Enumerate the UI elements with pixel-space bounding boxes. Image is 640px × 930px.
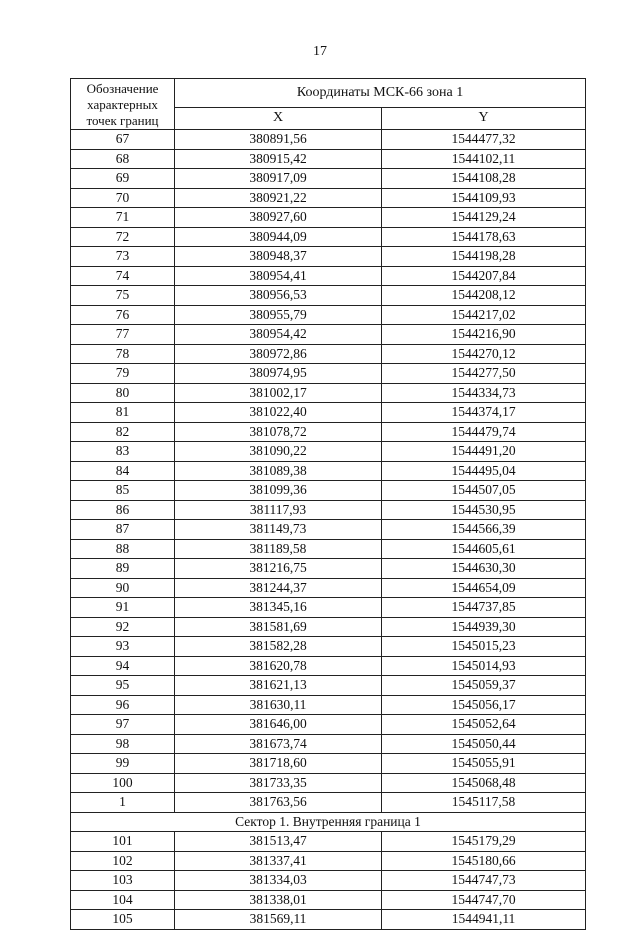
y-coordinate-cell: 1544747,70	[382, 890, 586, 910]
y-coordinate-cell: 1544479,74	[382, 422, 586, 442]
point-cell: 104	[71, 890, 175, 910]
table-row	[71, 247, 586, 267]
point-cell: 70	[71, 188, 175, 208]
point-cell: 77	[71, 325, 175, 345]
point-cell: 93	[71, 637, 175, 657]
y-coordinate-cell: 1545014,93	[382, 656, 586, 676]
point-cell: 68	[71, 149, 175, 169]
table-row	[71, 695, 586, 715]
point-cell: 99	[71, 754, 175, 774]
table-row	[71, 286, 586, 306]
y-coordinate-cell: 1544217,02	[382, 305, 586, 325]
table-row	[71, 559, 586, 579]
x-coordinate-cell: 381022,40	[175, 403, 382, 423]
y-coordinate-cell: 1544109,93	[382, 188, 586, 208]
sector-label: Сектор 1. Внутренняя граница 1	[71, 812, 586, 832]
x-coordinate-cell: 380954,41	[175, 266, 382, 286]
table-row	[71, 481, 586, 501]
table-row	[71, 676, 586, 696]
sector-heading-row	[71, 812, 586, 832]
table-row	[71, 598, 586, 618]
table-row	[71, 227, 586, 247]
x-coordinate-cell: 381117,93	[175, 500, 382, 520]
y-coordinate-cell: 1544941,11	[382, 910, 586, 930]
point-cell: 73	[71, 247, 175, 267]
x-coordinate-cell: 381345,16	[175, 598, 382, 618]
point-cell: 92	[71, 617, 175, 637]
x-coordinate-cell: 380921,22	[175, 188, 382, 208]
y-coordinate-cell: 1544270,12	[382, 344, 586, 364]
x-coordinate-cell: 381581,69	[175, 617, 382, 637]
x-coordinate-cell: 381338,01	[175, 890, 382, 910]
x-coordinate-cell: 380891,56	[175, 130, 382, 150]
page-number: 17	[313, 44, 327, 59]
y-coordinate-cell: 1545056,17	[382, 695, 586, 715]
y-coordinate-cell: 1544208,12	[382, 286, 586, 306]
x-coordinate-cell: 381078,72	[175, 422, 382, 442]
table-row	[71, 910, 586, 930]
table-row	[71, 208, 586, 228]
table-row	[71, 734, 586, 754]
point-cell: 78	[71, 344, 175, 364]
x-coordinate-cell: 381763,56	[175, 793, 382, 813]
table-row	[71, 656, 586, 676]
y-coordinate-cell: 1545055,91	[382, 754, 586, 774]
table-row	[71, 500, 586, 520]
y-coordinate-cell: 1544334,73	[382, 383, 586, 403]
y-coordinate-cell: 1544530,95	[382, 500, 586, 520]
point-cell: 86	[71, 500, 175, 520]
x-coordinate-cell: 381244,37	[175, 578, 382, 598]
point-cell: 97	[71, 715, 175, 735]
x-coordinate-cell: 381621,13	[175, 676, 382, 696]
y-coordinate-cell: 1544374,17	[382, 403, 586, 423]
point-cell: 87	[71, 520, 175, 540]
x-coordinate-cell: 381718,60	[175, 754, 382, 774]
y-coordinate-cell: 1544198,28	[382, 247, 586, 267]
point-cell: 105	[71, 910, 175, 930]
table-row	[71, 773, 586, 793]
y-coordinate-cell: 1544178,63	[382, 227, 586, 247]
x-coordinate-cell: 381149,73	[175, 520, 382, 540]
y-coordinate-cell: 1544747,73	[382, 871, 586, 891]
point-cell: 82	[71, 422, 175, 442]
point-cell: 71	[71, 208, 175, 228]
y-coordinate-cell: 1545180,66	[382, 851, 586, 871]
table-row	[71, 325, 586, 345]
table-row	[71, 422, 586, 442]
x-coordinate-cell: 381189,58	[175, 539, 382, 559]
y-column-header: Y	[382, 107, 586, 129]
y-coordinate-cell: 1544507,05	[382, 481, 586, 501]
table-row	[71, 403, 586, 423]
table-row	[71, 442, 586, 462]
y-coordinate-cell: 1544566,39	[382, 520, 586, 540]
y-coordinate-cell: 1545015,23	[382, 637, 586, 657]
point-column-header: Обозначение характерных точек границ	[71, 79, 175, 130]
y-coordinate-cell: 1545117,58	[382, 793, 586, 813]
point-cell: 100	[71, 773, 175, 793]
x-column-header: X	[175, 107, 382, 129]
y-coordinate-cell: 1544277,50	[382, 364, 586, 384]
y-coordinate-cell: 1544605,61	[382, 539, 586, 559]
point-cell: 81	[71, 403, 175, 423]
x-coordinate-cell: 380927,60	[175, 208, 382, 228]
point-cell: 96	[71, 695, 175, 715]
x-coordinate-cell: 381673,74	[175, 734, 382, 754]
table-row	[71, 637, 586, 657]
coordinates-header: Координаты МСК-66 зона 1	[175, 79, 586, 108]
point-cell: 91	[71, 598, 175, 618]
x-coordinate-cell: 380948,37	[175, 247, 382, 267]
table-row	[71, 169, 586, 189]
point-cell: 79	[71, 364, 175, 384]
x-coordinate-cell: 381582,28	[175, 637, 382, 657]
x-coordinate-cell: 381513,47	[175, 832, 382, 852]
x-coordinate-cell: 380974,95	[175, 364, 382, 384]
y-coordinate-cell: 1544108,28	[382, 169, 586, 189]
y-coordinate-cell: 1544939,30	[382, 617, 586, 637]
y-coordinate-cell: 1544477,32	[382, 130, 586, 150]
table-row	[71, 617, 586, 637]
table-row	[71, 520, 586, 540]
point-cell: 80	[71, 383, 175, 403]
y-coordinate-cell: 1544216,90	[382, 325, 586, 345]
point-cell: 1	[71, 793, 175, 813]
x-coordinate-cell: 381646,00	[175, 715, 382, 735]
table-row	[71, 890, 586, 910]
x-coordinate-cell: 381099,36	[175, 481, 382, 501]
x-coordinate-cell: 381216,75	[175, 559, 382, 579]
y-coordinate-cell: 1544630,30	[382, 559, 586, 579]
x-coordinate-cell: 380955,79	[175, 305, 382, 325]
x-coordinate-cell: 381620,78	[175, 656, 382, 676]
point-cell: 88	[71, 539, 175, 559]
point-cell: 67	[71, 130, 175, 150]
table-row	[71, 130, 586, 150]
point-cell: 85	[71, 481, 175, 501]
x-coordinate-cell: 381569,11	[175, 910, 382, 930]
table-row	[71, 715, 586, 735]
x-coordinate-cell: 381002,17	[175, 383, 382, 403]
x-coordinate-cell: 380915,42	[175, 149, 382, 169]
point-cell: 69	[71, 169, 175, 189]
table-row	[71, 851, 586, 871]
sector-rows	[71, 832, 586, 930]
y-coordinate-cell: 1545068,48	[382, 773, 586, 793]
x-coordinate-cell: 380956,53	[175, 286, 382, 306]
point-cell: 95	[71, 676, 175, 696]
y-coordinate-cell: 1544737,85	[382, 598, 586, 618]
table-row	[71, 578, 586, 598]
table-row	[71, 188, 586, 208]
x-coordinate-cell: 380954,42	[175, 325, 382, 345]
y-coordinate-cell: 1545050,44	[382, 734, 586, 754]
x-coordinate-cell: 381334,03	[175, 871, 382, 891]
point-cell: 83	[71, 442, 175, 462]
table-row	[71, 539, 586, 559]
point-cell: 90	[71, 578, 175, 598]
point-cell: 94	[71, 656, 175, 676]
x-coordinate-cell: 381337,41	[175, 851, 382, 871]
point-cell: 101	[71, 832, 175, 852]
table-row	[71, 383, 586, 403]
y-coordinate-cell: 1545179,29	[382, 832, 586, 852]
coordinates-table	[70, 78, 586, 930]
table-row	[71, 266, 586, 286]
table-row	[71, 364, 586, 384]
x-coordinate-cell: 380944,09	[175, 227, 382, 247]
point-cell: 74	[71, 266, 175, 286]
table-row	[71, 344, 586, 364]
table-row	[71, 832, 586, 852]
main-rows	[71, 130, 586, 813]
point-cell: 72	[71, 227, 175, 247]
x-coordinate-cell: 381630,11	[175, 695, 382, 715]
point-cell: 75	[71, 286, 175, 306]
point-cell: 103	[71, 871, 175, 891]
y-coordinate-cell: 1545052,64	[382, 715, 586, 735]
table-row	[71, 754, 586, 774]
y-coordinate-cell: 1544654,09	[382, 578, 586, 598]
point-cell: 76	[71, 305, 175, 325]
y-coordinate-cell: 1544102,11	[382, 149, 586, 169]
table-row	[71, 461, 586, 481]
point-cell: 102	[71, 851, 175, 871]
table-row	[71, 149, 586, 169]
y-coordinate-cell: 1544491,20	[382, 442, 586, 462]
table-row	[71, 793, 586, 813]
sector-section	[71, 812, 586, 832]
y-coordinate-cell: 1544495,04	[382, 461, 586, 481]
y-coordinate-cell: 1545059,37	[382, 676, 586, 696]
x-coordinate-cell: 381089,38	[175, 461, 382, 481]
y-coordinate-cell: 1544207,84	[382, 266, 586, 286]
x-coordinate-cell: 381090,22	[175, 442, 382, 462]
x-coordinate-cell: 381733,35	[175, 773, 382, 793]
point-cell: 98	[71, 734, 175, 754]
point-cell: 84	[71, 461, 175, 481]
y-coordinate-cell: 1544129,24	[382, 208, 586, 228]
point-cell: 89	[71, 559, 175, 579]
x-coordinate-cell: 380917,09	[175, 169, 382, 189]
x-coordinate-cell: 380972,86	[175, 344, 382, 364]
table-row	[71, 305, 586, 325]
table-row	[71, 871, 586, 891]
